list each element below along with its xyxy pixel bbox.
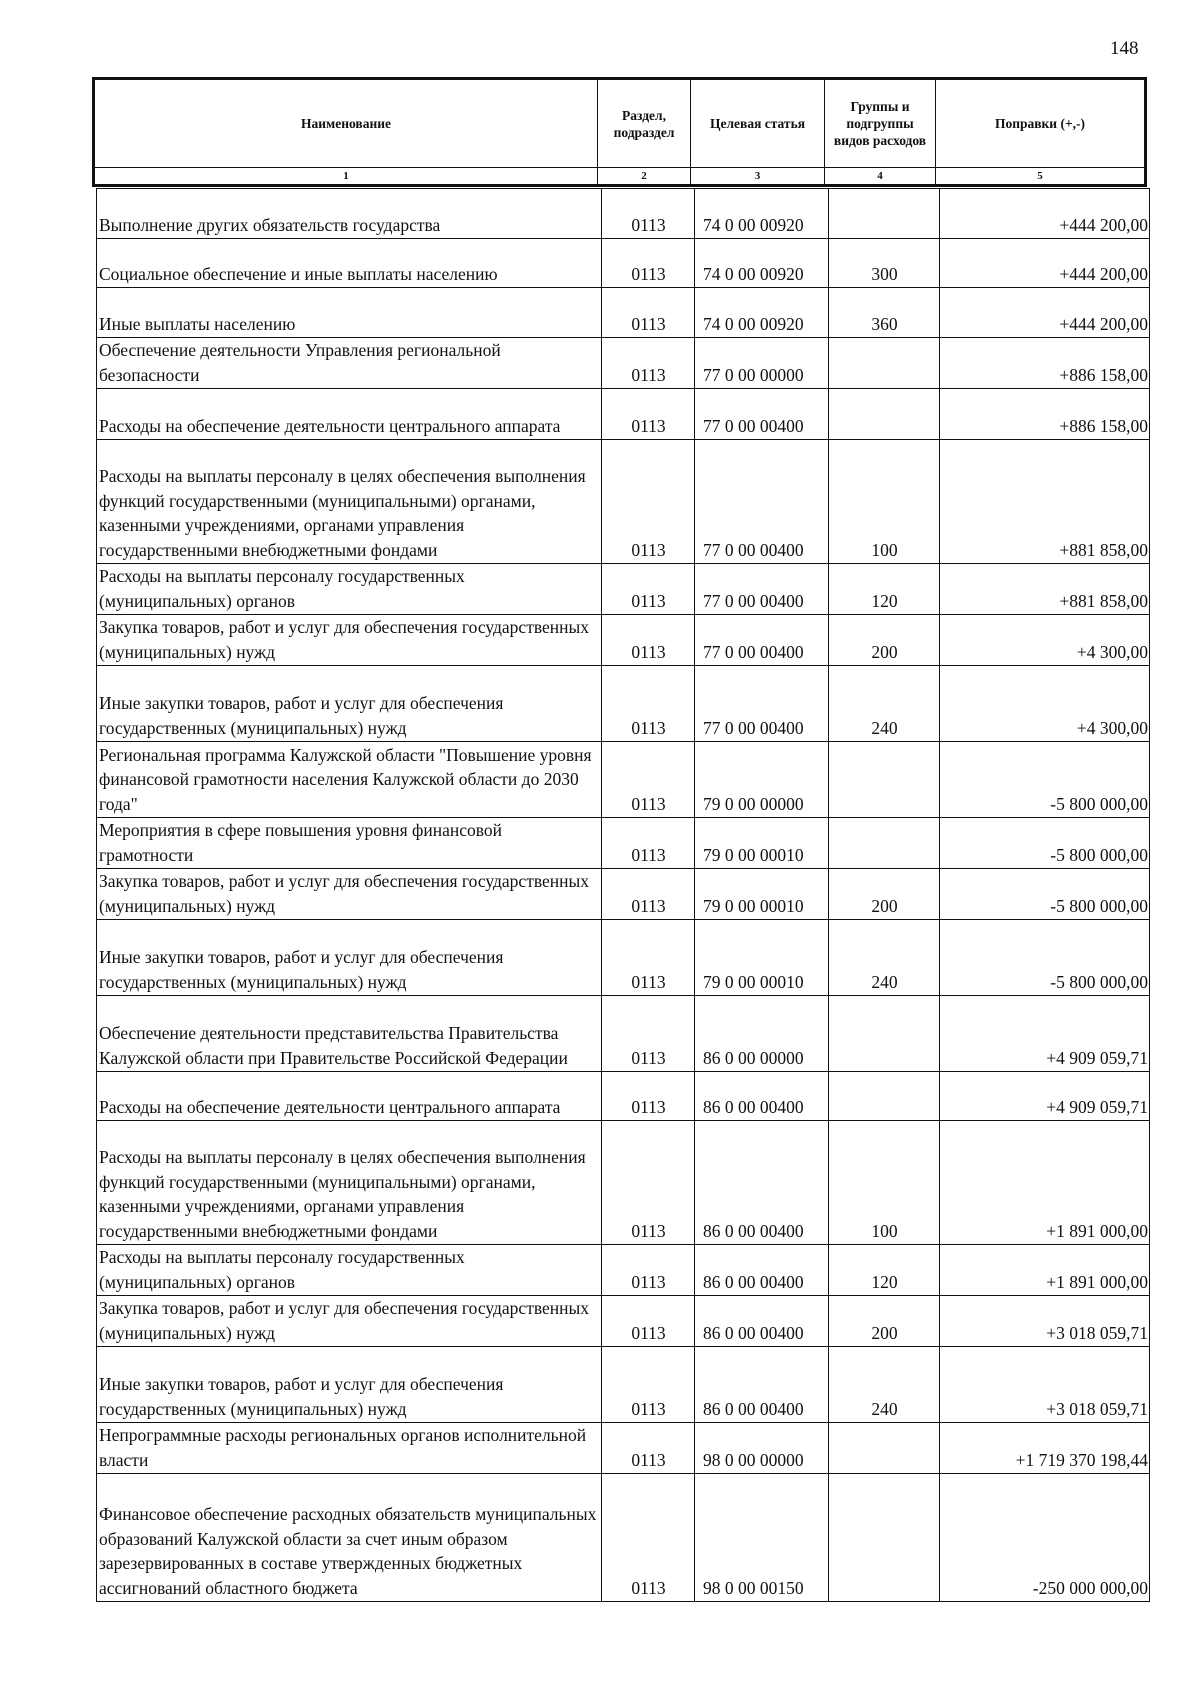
row-section: 0113 xyxy=(602,440,695,564)
row-section: 0113 xyxy=(602,996,695,1072)
row-section: 0113 xyxy=(602,189,695,239)
row-name: Расходы на обеспечение деятельности центрального аппарата xyxy=(97,389,602,440)
row-section: 0113 xyxy=(602,1423,695,1474)
row-group: 100 xyxy=(829,440,940,564)
row-section: 0113 xyxy=(602,1121,695,1245)
col-number: 4 xyxy=(825,168,936,186)
row-target: 74 0 00 00920 xyxy=(695,288,829,338)
row-name: Расходы на обеспечение деятельности центрального аппарата xyxy=(97,1072,602,1121)
row-amount: +1 719 370 198,44 xyxy=(940,1423,1150,1474)
row-amount: -5 800 000,00 xyxy=(940,869,1150,920)
row-group: 240 xyxy=(829,666,940,742)
row-section: 0113 xyxy=(602,666,695,742)
row-section: 0113 xyxy=(602,1296,695,1347)
row-section: 0113 xyxy=(602,869,695,920)
row-section: 0113 xyxy=(602,338,695,389)
row-section: 0113 xyxy=(602,288,695,338)
row-amount: +444 200,00 xyxy=(940,239,1150,288)
row-amount: -5 800 000,00 xyxy=(940,920,1150,996)
table-row xyxy=(97,1347,1150,1423)
row-name: Закупка товаров, работ и услуг для обеспечения государственных (муниципальных) нужд xyxy=(97,1296,602,1347)
row-group: 300 xyxy=(829,239,940,288)
row-name: Социальное обеспечение и иные выплаты населению xyxy=(97,239,602,288)
row-section: 0113 xyxy=(602,239,695,288)
col-number: 3 xyxy=(691,168,825,186)
table-row xyxy=(97,288,1150,338)
row-group xyxy=(829,1072,940,1121)
row-target: 98 0 00 00150 xyxy=(695,1474,829,1602)
row-name: Закупка товаров, работ и услуг для обеспечения государственных (муниципальных) нужд xyxy=(97,869,602,920)
row-amount: -5 800 000,00 xyxy=(940,742,1150,818)
table-row xyxy=(97,920,1150,996)
row-target: 77 0 00 00400 xyxy=(695,666,829,742)
table-row xyxy=(97,1423,1150,1474)
row-target: 77 0 00 00000 xyxy=(695,338,829,389)
row-group xyxy=(829,189,940,239)
row-amount: +4 300,00 xyxy=(940,666,1150,742)
row-amount: -250 000 000,00 xyxy=(940,1474,1150,1602)
row-group: 200 xyxy=(829,1296,940,1347)
row-target: 79 0 00 00010 xyxy=(695,869,829,920)
row-group: 360 xyxy=(829,288,940,338)
row-target: 77 0 00 00400 xyxy=(695,440,829,564)
row-section: 0113 xyxy=(602,389,695,440)
header-group: Группы и подгруппы видов расходов xyxy=(825,79,936,168)
row-amount: +444 200,00 xyxy=(940,288,1150,338)
header-name: Наименование xyxy=(94,79,598,168)
row-target: 77 0 00 00400 xyxy=(695,564,829,615)
row-name: Мероприятия в сфере повышения уровня финансовой грамотности xyxy=(97,818,602,869)
row-amount: +1 891 000,00 xyxy=(940,1121,1150,1245)
row-group xyxy=(829,1474,940,1602)
row-section: 0113 xyxy=(602,1347,695,1423)
row-amount: +4 909 059,71 xyxy=(940,1072,1150,1121)
row-section: 0113 xyxy=(602,615,695,666)
row-group xyxy=(829,389,940,440)
table-row xyxy=(97,440,1150,564)
col-number: 1 xyxy=(94,168,598,186)
row-section: 0113 xyxy=(602,742,695,818)
row-group xyxy=(829,1423,940,1474)
row-group: 120 xyxy=(829,1245,940,1296)
row-section: 0113 xyxy=(602,818,695,869)
table-row xyxy=(97,666,1150,742)
row-target: 77 0 00 00400 xyxy=(695,389,829,440)
row-name: Иные закупки товаров, работ и услуг для обеспечения государственных (муниципальных) нужд xyxy=(97,920,602,996)
row-amount: +881 858,00 xyxy=(940,440,1150,564)
row-name: Иные закупки товаров, работ и услуг для обеспечения государственных (муниципальных) нужд xyxy=(97,1347,602,1423)
table-row xyxy=(97,1245,1150,1296)
row-group: 200 xyxy=(829,869,940,920)
row-section: 0113 xyxy=(602,920,695,996)
row-amount: +1 891 000,00 xyxy=(940,1245,1150,1296)
row-target: 74 0 00 00920 xyxy=(695,239,829,288)
col-number: 2 xyxy=(598,168,691,186)
row-target: 86 0 00 00400 xyxy=(695,1072,829,1121)
col-number: 5 xyxy=(936,168,1146,186)
row-group xyxy=(829,338,940,389)
row-target: 79 0 00 00000 xyxy=(695,742,829,818)
table-row xyxy=(97,615,1150,666)
table-row xyxy=(97,818,1150,869)
row-name: Закупка товаров, работ и услуг для обеспечения государственных (муниципальных) нужд xyxy=(97,615,602,666)
table-header xyxy=(92,77,1147,187)
row-name: Финансовое обеспечение расходных обязательств муниципальных образований Калужской области за счет иным образом зарезервированных в составе утвержденных бюджетных ассигнований областного бюджета xyxy=(97,1474,602,1602)
table-row xyxy=(97,239,1150,288)
table-row xyxy=(97,389,1150,440)
row-group xyxy=(829,996,940,1072)
row-target: 77 0 00 00400 xyxy=(695,615,829,666)
header-target: Целевая статья xyxy=(691,79,825,168)
budget-table xyxy=(96,188,1150,1602)
row-target: 86 0 00 00400 xyxy=(695,1296,829,1347)
row-amount: +881 858,00 xyxy=(940,564,1150,615)
row-target: 79 0 00 00010 xyxy=(695,818,829,869)
row-target: 86 0 00 00400 xyxy=(695,1347,829,1423)
row-target: 79 0 00 00010 xyxy=(695,920,829,996)
row-target: 98 0 00 00000 xyxy=(695,1423,829,1474)
row-name: Иные выплаты населению xyxy=(97,288,602,338)
row-amount: +886 158,00 xyxy=(940,389,1150,440)
row-group: 100 xyxy=(829,1121,940,1245)
row-group xyxy=(829,742,940,818)
table-row xyxy=(97,1121,1150,1245)
table-row xyxy=(97,869,1150,920)
table-row xyxy=(97,1296,1150,1347)
row-name: Непрограммные расходы региональных органов исполнительной власти xyxy=(97,1423,602,1474)
table-row xyxy=(97,1474,1150,1602)
row-amount: +4 300,00 xyxy=(940,615,1150,666)
row-group: 240 xyxy=(829,1347,940,1423)
row-amount: +886 158,00 xyxy=(940,338,1150,389)
row-amount: +444 200,00 xyxy=(940,189,1150,239)
table-row xyxy=(97,1072,1150,1121)
row-section: 0113 xyxy=(602,1072,695,1121)
row-amount: +3 018 059,71 xyxy=(940,1347,1150,1423)
row-amount: +3 018 059,71 xyxy=(940,1296,1150,1347)
row-name: Иные закупки товаров, работ и услуг для обеспечения государственных (муниципальных) нужд xyxy=(97,666,602,742)
table-row xyxy=(97,564,1150,615)
table-row xyxy=(97,996,1150,1072)
row-target: 86 0 00 00400 xyxy=(695,1121,829,1245)
row-name: Расходы на выплаты персоналу в целях обеспечения выполнения функций государственными (муниципальными) органами, казенными учреждениями, органами управления государственными внебюджетными фондами xyxy=(97,1121,602,1245)
row-target: 86 0 00 00400 xyxy=(695,1245,829,1296)
row-name: Региональная программа Калужской области "Повышение уровня финансовой грамотности населения Калужской области до 2030 года" xyxy=(97,742,602,818)
table-row xyxy=(97,742,1150,818)
row-name: Расходы на выплаты персоналу в целях обеспечения выполнения функций государственными (муниципальными) органами, казенными учреждениями, органами управления государственными внебюджетными фондами xyxy=(97,440,602,564)
row-group: 120 xyxy=(829,564,940,615)
row-section: 0113 xyxy=(602,1474,695,1602)
row-name: Обеспечение деятельности представительства Правительства Калужской области при Правительстве Российской Федерации xyxy=(97,996,602,1072)
row-amount: +4 909 059,71 xyxy=(940,996,1150,1072)
table-row xyxy=(97,338,1150,389)
row-name: Выполнение других обязательств государства xyxy=(97,189,602,239)
row-section: 0113 xyxy=(602,1245,695,1296)
row-group: 200 xyxy=(829,615,940,666)
row-target: 86 0 00 00000 xyxy=(695,996,829,1072)
row-group: 240 xyxy=(829,920,940,996)
row-group xyxy=(829,818,940,869)
row-section: 0113 xyxy=(602,564,695,615)
row-name: Расходы на выплаты персоналу государственных (муниципальных) органов xyxy=(97,1245,602,1296)
row-amount: -5 800 000,00 xyxy=(940,818,1150,869)
row-name: Расходы на выплаты персоналу государственных (муниципальных) органов xyxy=(97,564,602,615)
row-target: 74 0 00 00920 xyxy=(695,189,829,239)
header-amendment: Поправки (+,-) xyxy=(936,79,1146,168)
table-row xyxy=(97,189,1150,239)
row-name: Обеспечение деятельности Управления региональной безопасности xyxy=(97,338,602,389)
page-number: 148 xyxy=(1110,38,1139,59)
header-section: Раздел, подраздел xyxy=(598,79,691,168)
